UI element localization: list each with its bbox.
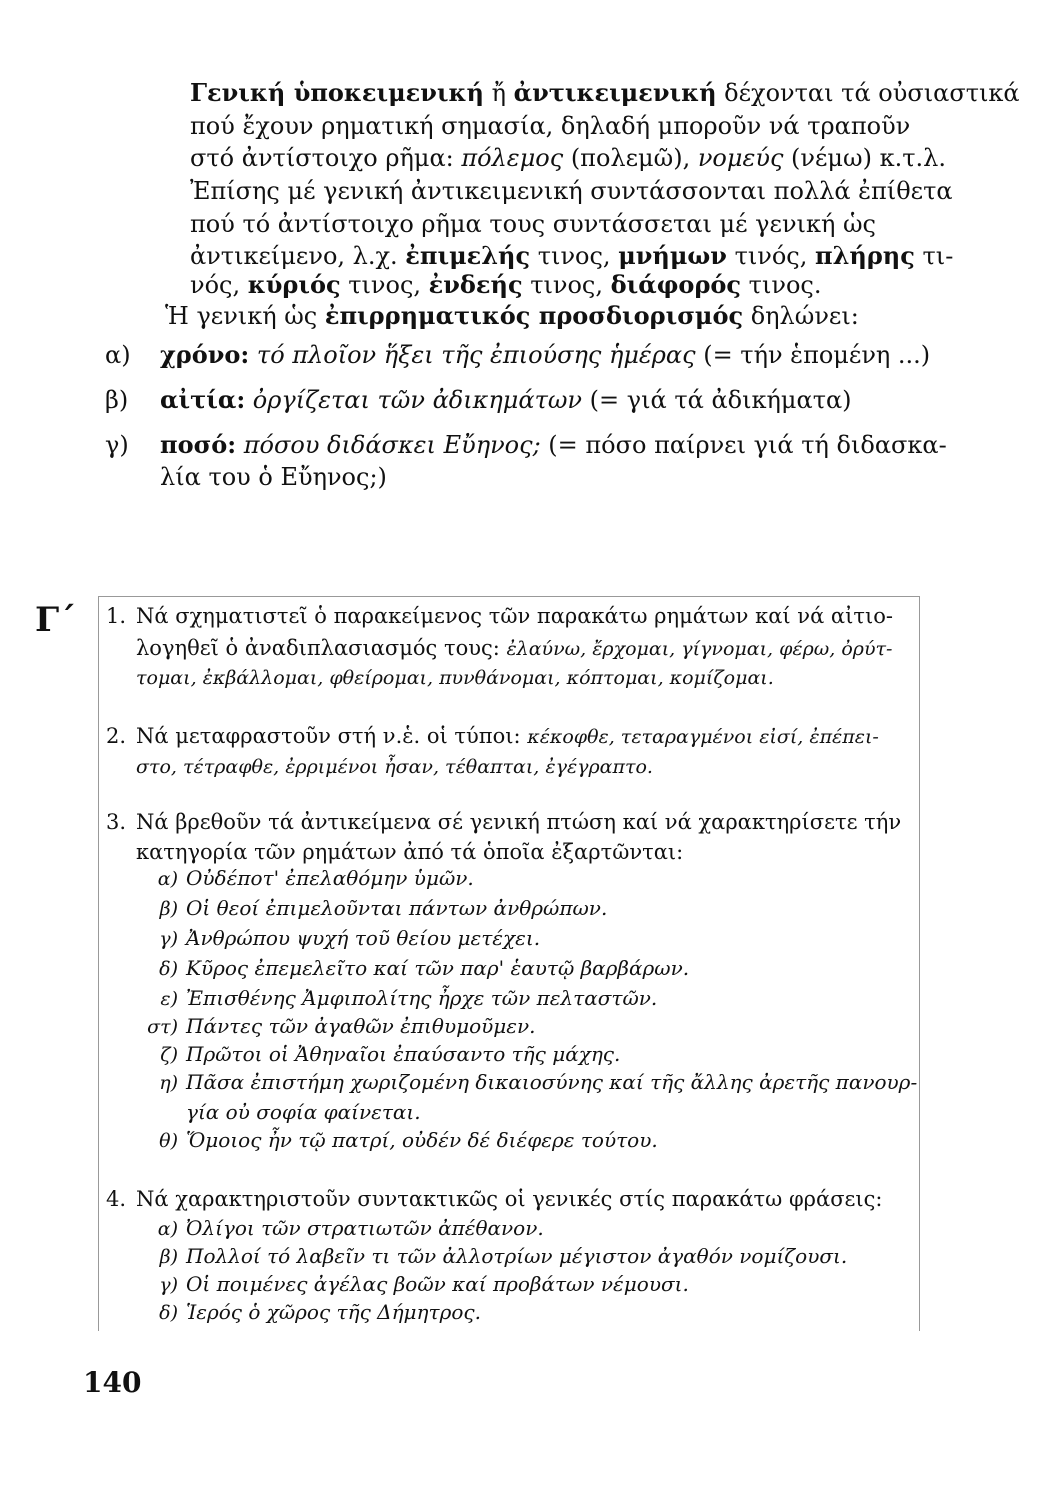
example-word: νομεύς bbox=[697, 144, 784, 172]
item-label: β) bbox=[159, 898, 178, 920]
text: δηλώνει: bbox=[743, 302, 859, 330]
text-line: λία του ὁ Εὔηνος;) bbox=[160, 463, 387, 491]
text-line: Ἐπίσης μέ γενική ἀντικειμενική συντάσσονται πολλά ἐπίθετα bbox=[190, 177, 953, 205]
text: (= πόσο παίρνει γιά τή διδασκα- bbox=[540, 431, 947, 459]
sentence: Ὀλίγοι τῶν στρατιωτῶν ἀπέθανον. bbox=[186, 1216, 544, 1240]
example-word: πόλεμος bbox=[461, 144, 564, 172]
list-item-time bbox=[105, 340, 930, 370]
item-label: στ) bbox=[147, 1016, 178, 1038]
example-phrase: τό πλοῖον ἥξει τῆς ἐπιούσης ἡμέρας bbox=[249, 341, 696, 369]
item-label: δ) bbox=[159, 958, 178, 980]
sentence: Οὐδέποτ' ἐπελαθόμην ὑμῶν. bbox=[186, 866, 474, 890]
item-label: δ) bbox=[159, 1302, 178, 1324]
term-subjective: Γενική ὑποκειμενική bbox=[190, 78, 484, 107]
para-genitive-subjective bbox=[190, 78, 1020, 108]
sentence: Πᾶσα ἐπιστήμη χωριζομένη δικαιοσύνης καί τῆς ἄλλης ἀρετῆς πανουρ- bbox=[186, 1070, 918, 1094]
sentence: Πολλοί τό λαβεῖν τι τῶν ἀλλοτρίων μέγιστον ἀγαθόν νομίζουσι. bbox=[186, 1244, 848, 1268]
exercise-number: 4. bbox=[106, 1187, 127, 1211]
item-label: β) bbox=[159, 1246, 178, 1268]
text: Νά μεταφραστοῦν στή ν.ἑ. οἱ τύποι: bbox=[136, 724, 528, 748]
text: (= τήν ἑπομένη ...) bbox=[695, 341, 931, 369]
text: δέχονται τά οὐσιαστικά bbox=[716, 79, 1020, 107]
text-line bbox=[190, 241, 953, 271]
bold-term: ἐπιρρηματικός προσδιορισμός bbox=[324, 301, 744, 330]
bold-term: χρόνο: bbox=[160, 340, 250, 369]
text-line bbox=[136, 722, 879, 751]
text-line: Νά χαρακτηριστοῦν συντακτικῶς οἱ γενικές στίς παρακάτω φράσεις: bbox=[136, 1187, 883, 1211]
example-phrase: πόσου διδάσκει Εὔηνος; bbox=[236, 431, 541, 459]
sentence: Ἀνθρώπου ψυχή τοῦ θείου μετέχει. bbox=[186, 926, 541, 950]
text: Ἡ γενική ὡς bbox=[165, 302, 325, 330]
bold-term: ἐπιμελής bbox=[405, 241, 531, 270]
text: τινος. bbox=[741, 271, 822, 299]
item-label: η) bbox=[159, 1072, 178, 1094]
exercise-number: 1. bbox=[106, 604, 127, 628]
text: ἀντικείμενο, λ.χ. bbox=[190, 242, 406, 270]
sentence-continuation: γία οὐ σοφία φαίνεται. bbox=[186, 1100, 421, 1124]
bold-term: πλήρης bbox=[815, 241, 915, 270]
list-item-cause bbox=[105, 385, 852, 415]
sentence: Οἱ ποιμένες ἀγέλας βοῶν καί προβάτων νέμουσι. bbox=[186, 1272, 689, 1296]
bold-term: ποσό: bbox=[160, 430, 237, 459]
page-number: 140 bbox=[83, 1366, 142, 1399]
bold-term: κύριός bbox=[247, 270, 341, 299]
text-line: πού ἔχουν ρηματική σημασία, δηλαδή μποροῦν νά τραποῦν bbox=[190, 112, 911, 140]
text: τινός, bbox=[726, 242, 815, 270]
example-words: ἐλαύνω, ἔρχομαι, γίγνομαι, φέρω, ὀρύτ- bbox=[506, 638, 893, 660]
text: στό ἀντίστοιχο ρῆμα: bbox=[190, 144, 462, 172]
item-label: γ) bbox=[105, 431, 129, 459]
text: λογηθεῖ ὁ ἀναδιπλασιασμός τους: bbox=[136, 636, 507, 660]
list-item-amount bbox=[105, 430, 947, 460]
text: τινος, bbox=[340, 271, 429, 299]
text-line bbox=[136, 634, 892, 663]
bold-term: μνήμων bbox=[618, 241, 727, 270]
item-label: α) bbox=[157, 868, 178, 890]
term-objective: ἀντικειμενική bbox=[513, 78, 717, 107]
text-line: Νά σχηματιστεῖ ὁ παρακείμενος τῶν παρακάτω ρημάτων καί νά αἰτιο- bbox=[136, 604, 893, 628]
item-label: θ) bbox=[159, 1130, 178, 1152]
text: ἤ bbox=[483, 79, 514, 107]
item-label: γ) bbox=[159, 928, 178, 950]
para-adverbial bbox=[165, 301, 859, 331]
item-label: ε) bbox=[160, 988, 178, 1010]
example-phrase: ὀργίζεται τῶν ἀδικημάτων bbox=[245, 386, 583, 414]
sentence: Πάντες τῶν ἀγαθῶν ἐπιθυμοῦμεν. bbox=[186, 1014, 536, 1038]
item-label: β) bbox=[105, 386, 129, 414]
item-label: ζ) bbox=[160, 1044, 178, 1066]
sentence: Ἱερός ὁ χῶρος τῆς Δήμητρος. bbox=[186, 1300, 481, 1324]
example-words: κέκοφθε, τεταραγμένοι εἰσί, ἐπέπει- bbox=[527, 726, 879, 748]
section-mark: Γ΄ bbox=[35, 600, 77, 640]
text: (νέμω) κ.τ.λ. bbox=[783, 144, 946, 172]
text: τι- bbox=[914, 242, 954, 270]
sentence: Ἐπισθένης Ἀμφιπολίτης ἦρχε τῶν πελταστῶν. bbox=[186, 986, 658, 1010]
text: (πολεμῶ), bbox=[563, 144, 698, 172]
bold-term: διάφορός bbox=[610, 270, 742, 299]
text: τινος, bbox=[522, 271, 611, 299]
sentence: Κῦρος ἐπεμελεῖτο καί τῶν παρ' ἑαυτῷ βαρβάρων. bbox=[186, 956, 690, 980]
example-words: τομαι, ἐκβάλλομαι, φθείρομαι, πυνθάνομαι, κόπτομαι, κομίζομαι. bbox=[136, 667, 774, 689]
text-line bbox=[190, 143, 946, 173]
exercise-number: 3. bbox=[106, 810, 127, 834]
bold-term: ἐνδεής bbox=[428, 270, 523, 299]
text-line bbox=[190, 270, 821, 300]
text-line: κατηγορία τῶν ρημάτων ἀπό τά ὁποῖα ἐξαρτῶνται: bbox=[136, 840, 684, 864]
text-line: πού τό ἀντίστοιχο ρῆμα τους συντάσσεται μέ γενική ὡς bbox=[190, 210, 876, 238]
exercise-number: 2. bbox=[106, 724, 127, 748]
item-label: γ) bbox=[159, 1274, 178, 1296]
sentence: Ὅμοιος ἦν τῷ πατρί, οὐδέν δέ διέφερε τούτου. bbox=[186, 1128, 658, 1152]
text-line: Νά βρεθοῦν τά ἀντικείμενα σέ γενική πτώση καί νά χαρακτηρίσετε τήν bbox=[136, 810, 902, 834]
text: τινος, bbox=[530, 242, 619, 270]
item-label: α) bbox=[157, 1218, 178, 1240]
text: (= γιά τά ἀδικήματα) bbox=[582, 386, 852, 414]
example-words: στο, τέτραφθε, ἐρριμένοι ἦσαν, τέθαπται, ἐγέγραπτο. bbox=[136, 756, 653, 778]
item-label: α) bbox=[105, 341, 131, 369]
text: νός, bbox=[190, 271, 248, 299]
sentence: Πρῶτοι οἱ Ἀθηναῖοι ἐπαύσαντο τῆς μάχης. bbox=[186, 1042, 621, 1066]
sentence: Οἱ θεοί ἐπιμελοῦνται πάντων ἀνθρώπων. bbox=[186, 896, 608, 920]
bold-term: αἰτία: bbox=[160, 385, 246, 414]
